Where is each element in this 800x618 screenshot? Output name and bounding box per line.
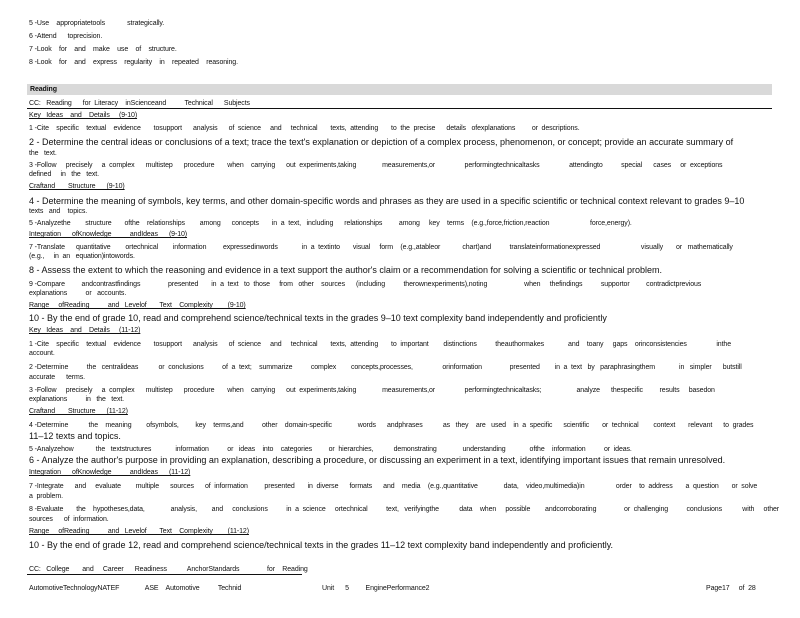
standard-line: 5 -Analyzehow the textstructures information or ideas into categories or hierarchies, demonstrating understanding ofthe information or ideas. (29, 446, 632, 453)
reading-section-band (27, 84, 772, 95)
standard-line: 5 -Analyzethe structure ofthe relationships among concepts in a text, including relationships among key terms (e.g.,force,friction,reaction force,energy). (29, 220, 632, 227)
subsection-heading: Craftand Structure (9-10) (29, 183, 125, 190)
standard-line: defined in the text. (29, 171, 99, 178)
standard-line: 3 -Follow precisely a complex multistep procedure when carrying out experiments,taking measurements,or performingtechnicaltasks; analyze thespecific results basedon (29, 387, 715, 394)
standard-line: explanations in the text. (29, 396, 125, 403)
standard-line: a problem. (29, 493, 63, 500)
subsection-heading: Range ofReading and Levelof Text Complexity (9-10) (29, 302, 246, 309)
anchor-heading: CC: College and Career Readiness AnchorStandards for Reading (29, 566, 308, 573)
subsection-heading: Integration ofKnowledge andIdeas (9-10) (29, 231, 188, 238)
standard-line: 6 - Analyze the author's purpose in providing an explanation, describing a procedure, or discussing an experiment in a text, identifying important issues that remain unresolved. (29, 455, 726, 465)
standard-line: 1 -Cite specific textual evidence tosupport analysis of science and technical texts, attending to the precise details ofexplanations or descriptions. (29, 125, 580, 132)
standard-line: 1 -Cite specific textual evidence tosupport analysis of science and technical texts, attending to important distinctions theauthormakes and toany gaps orinconsistencies inthe (29, 341, 732, 348)
divider (27, 108, 772, 109)
standard-line: 10 - By the end of grade 12, read and comprehend science/technical texts in the grades 11–12 text complexity band independently and proficiently. (29, 540, 614, 550)
standard-line: 8 -Evaluate the hypotheses,data, analysis, and conclusions in a science ortechnical text, verifyingthe data when possible andcorroborating or challenging conclusions with other (29, 506, 780, 513)
standard-line: 8 - Assess the extent to which the reasoning and evidence in a text support the author's claim or a recommendation for solving a scientific or technical problem. (29, 265, 663, 275)
cc-heading: CC: Reading for Literacy inScienceand Technical Subjects (29, 100, 250, 107)
standard-line: texts and topics. (29, 208, 88, 215)
subsection-heading: Range ofReading and Levelof Text Complexity (11-12) (29, 528, 249, 535)
footer-page-number: Page17 of 28 (706, 585, 756, 592)
standard-line: explanations or accounts. (29, 290, 127, 297)
standard-line: 7 -Integrate and evaluate multiple sources of information presented in diverse formats and media (e.g.,quantitative data, video,multimedia)in order to address a question or solve (29, 483, 758, 490)
standard-line: 9 -Compare andcontrastfindings presented in a text to those from other sources (including therownexperiments),noting when thefindings supportor contradictprevious (29, 281, 702, 288)
list-item: 7 -Look for and make use of structure. (29, 46, 177, 53)
list-item: 8 -Look for and express regularity in repeated reasoning. (29, 59, 238, 66)
list-item: 5 -Use appropriatetools strategically. (29, 20, 165, 27)
reading-section-title: Reading (30, 86, 57, 93)
subsection-heading: Integration ofKnowledge andIdeas (11-12) (29, 469, 191, 476)
standard-line: 4 -Determine the meaning ofsymbols, key terms,and other domain-specific words andphrases as they are used in a specific scientific or technical context relevant to grades (29, 422, 754, 429)
footer-middle: Unit 5 EnginePerformance2 (322, 585, 430, 592)
standard-line: account. (29, 350, 55, 357)
footer-left: AutomotiveTechnologyNATEF ASE Automotive Technid (29, 585, 242, 592)
standard-line: 2 -Determine the centralideas or conclusions of a text; summarize complex concepts,processes, orinformation presented in a text by paraphrasingthem in simpler butstill (29, 364, 742, 371)
standard-line: 7 -Translate quantitative ortechnical information expressedinwords in a textinto visual form (e.g.,atableor chart)and translateinformationexpressed visually or mathematically (29, 244, 733, 251)
subsection-heading: Craftand Structure (11-12) (29, 408, 128, 415)
standard-line: 10 - By the end of grade 10, read and comprehend science/technical texts in the grades 9–10 text complexity band independently and proficiently (29, 313, 607, 323)
divider (27, 574, 302, 575)
standard-line: 4 - Determine the meaning of symbols, key terms, and other domain-specific words and phrases as they are used in a specific scientific or technical context relevant to grades 9–10 (29, 196, 745, 206)
standard-line: accurate terms. (29, 374, 85, 381)
standard-line: (e.g., in an equation)intowords. (29, 253, 135, 260)
subsection-heading: Key Ideas and Details (9-10) (29, 112, 138, 119)
standard-line: 3 -Follow precisely a complex multistep procedure when carrying out experiments,taking measurements,or performingtechnicaltasks attendingto special cases or exceptions (29, 162, 723, 169)
standard-line: 11–12 texts and topics. (29, 431, 121, 441)
subsection-heading: Key Ideas and Details (11-12) (29, 327, 141, 334)
standard-line: the text. (29, 150, 57, 157)
list-item: 6 -Attend toprecision. (29, 33, 103, 40)
standard-line: sources of information. (29, 516, 109, 523)
standard-line: 2 - Determine the central ideas or conclusions of a text; trace the text's explanation or depiction of a complex process, phenomenon, or concept; provide an accurate summary of (29, 137, 734, 147)
